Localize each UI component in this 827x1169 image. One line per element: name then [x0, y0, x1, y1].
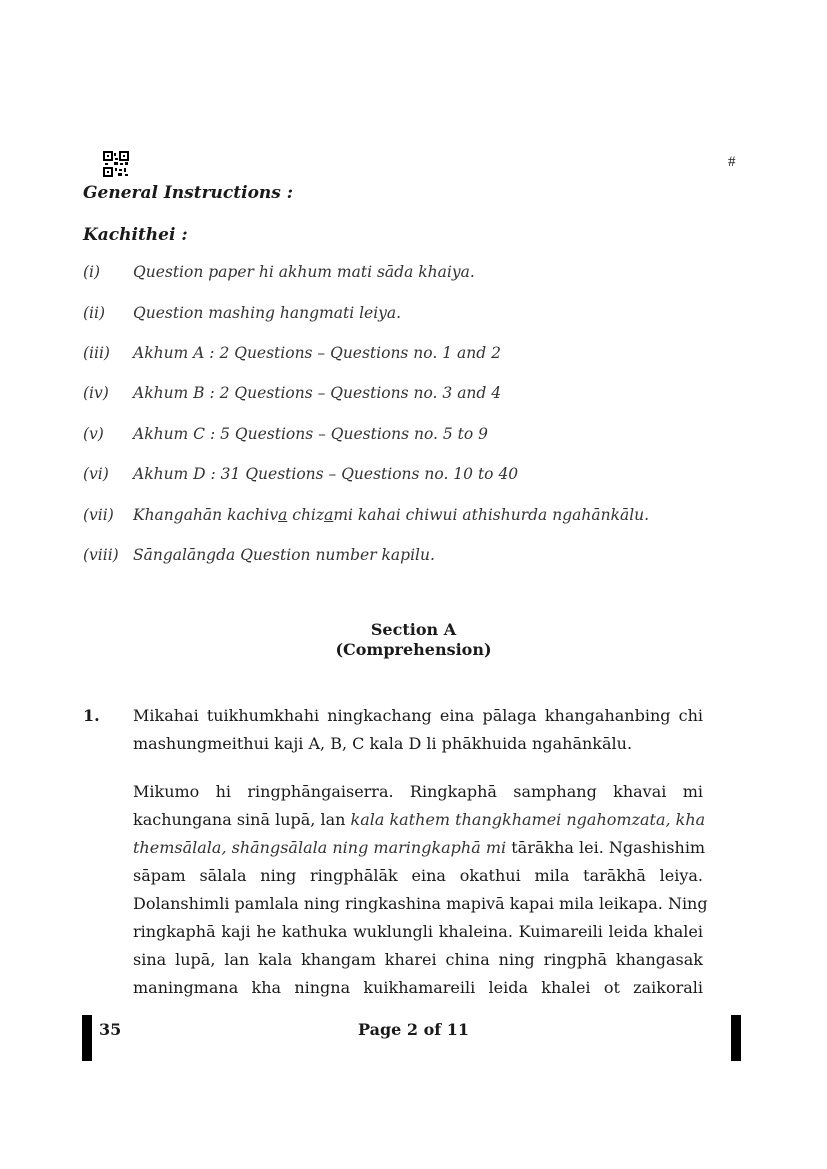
- passage-line: maningmana kha ningna kuikhamareili leida khalei ot zaikorali: [133, 978, 703, 997]
- passage-line: Mikumo hi ringphāngaiserra. Ringkaphā samphang khavai mi: [133, 782, 703, 801]
- instruction-number: (vii): [83, 506, 114, 524]
- instruction-number: (iv): [83, 384, 109, 402]
- instruction-text: Question paper hi akhum mati sāda khaiya.: [133, 263, 475, 281]
- instruction-number: (ii): [83, 304, 106, 322]
- kachithei-heading: Kachithei :: [83, 225, 188, 245]
- paper-code: 35: [99, 1020, 122, 1039]
- instruction-text: Akhum A : 2 Questions – Questions no. 1 and 2: [133, 344, 501, 362]
- instruction-number: (viii): [83, 546, 119, 564]
- corner-mark: #: [728, 154, 736, 170]
- passage-text: kachungana sinā lupā, lan: [133, 810, 351, 829]
- passage-line: sina lupā, lan kala khangam kharei china ning ringphā khangasak: [133, 950, 703, 969]
- section-subtitle: (Comprehension): [335, 640, 492, 659]
- instruction-text: Sāngalāngda Question number kapilu.: [133, 546, 435, 564]
- passage-line: Dolanshimli pamlala ning ringkashina mapivā kapai mila leikapa. Ning: [133, 894, 708, 913]
- underlined-letter: a: [324, 506, 334, 524]
- passage-line: [133, 806, 706, 834]
- instruction-number: (vi): [83, 465, 109, 483]
- passage-line: sāpam sālala ning ringphālāk eina okathui mila tarākhā leiya.: [133, 866, 703, 885]
- instruction-number: (iii): [83, 344, 110, 362]
- passage-italic-text: kala kathem thangkhamei ngahomzata, kha: [350, 810, 706, 829]
- instruction-number: (v): [83, 425, 104, 443]
- prompt-line: Mikahai tuikhumkhahi ningkachang eina pālaga khangahanbing chi: [133, 706, 703, 725]
- passage-text: tārākha lei. Ngashishim: [506, 838, 706, 857]
- passage-line: ringkaphā kaji he kathuka wuklungli khaleina. Kuimareili leida khalei: [133, 922, 703, 941]
- instruction-text: Akhum D : 31 Questions – Questions no. 10 to 40: [133, 465, 519, 483]
- section-title: Section A: [370, 620, 457, 639]
- instruction-text: [133, 506, 649, 524]
- prompt-line: mashungmeithui kaji A, B, C kala D li phākhuida ngahānkālu.: [133, 734, 633, 753]
- passage: [133, 778, 708, 1002]
- qr-code-icon: [103, 151, 129, 177]
- question-number: 1.: [83, 706, 100, 725]
- general-instructions-heading: General Instructions :: [83, 183, 294, 203]
- passage-line: [133, 834, 706, 862]
- passage-italic-text: themsālala, shāngsālala ning maringkaphā mi: [133, 838, 507, 857]
- instruction-text: Akhum B : 2 Questions – Questions no. 3 and 4: [133, 384, 502, 402]
- underlined-letter: a: [278, 506, 288, 524]
- question-prompt: [133, 702, 703, 758]
- page-number: Page 2 of 11: [358, 1020, 469, 1039]
- instruction-text-part: mi kahai chiwui athishurda ngahānkālu.: [333, 506, 650, 524]
- instruction-text: Question mashing hangmati leiya.: [133, 304, 402, 322]
- instruction-text: Akhum C : 5 Questions – Questions no. 5 to 9: [133, 425, 489, 443]
- instruction-text-part: Khangahān kachiv: [133, 506, 279, 524]
- instruction-text-part: chiz: [287, 506, 325, 524]
- instruction-number: (i): [83, 263, 101, 281]
